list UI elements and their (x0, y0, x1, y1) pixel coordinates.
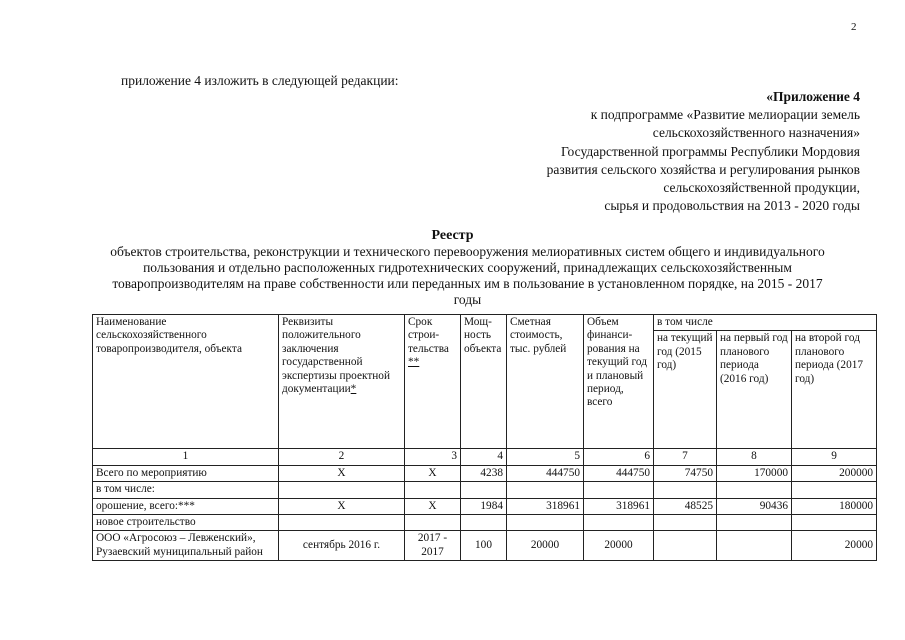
cell-cost: 20000 (507, 531, 584, 561)
header-term (405, 315, 461, 449)
cell-capacity: 1984 (461, 498, 507, 514)
header-funding: Объем финанси-рования на текущий год и плановый период, всего (584, 315, 654, 449)
cell-capacity (461, 515, 507, 531)
header-term-text: Срок строи-тельства (408, 316, 449, 355)
table-row (93, 498, 877, 514)
cell-capacity: 100 (461, 531, 507, 561)
col-number: 2 (279, 449, 405, 465)
col-number: 9 (792, 449, 877, 465)
cell-cost: 444750 (507, 465, 584, 481)
appendix-line: сельскохозяйственной продукции, (663, 180, 860, 196)
header-current: на текущий год (2015 год) (654, 331, 717, 449)
cell-requisites (279, 482, 405, 498)
header-cost: Сметная стоимость, тыс. рублей (507, 315, 584, 449)
col-number: 8 (717, 449, 792, 465)
cell-name: ООО «Агросоюз – Левженский», Рузаевский муниципальный район (93, 531, 279, 561)
header-second: на второй год планового периода (2017 год) (792, 331, 877, 449)
cell-requisites: X (279, 498, 405, 514)
appendix-line: развития сельского хозяйства и регулирования рынков (546, 161, 860, 177)
cell-second (792, 515, 877, 531)
cell-capacity (461, 482, 507, 498)
header-requisites-mark: * (350, 383, 357, 396)
table-row (93, 482, 877, 498)
appendix-line: к подпрограмме «Развитие мелиорации земель (590, 107, 860, 123)
cell-first (717, 482, 792, 498)
cell-second: 200000 (792, 465, 877, 481)
registry-title: Реестр (431, 228, 474, 243)
header-capacity: Мощ-ность объекта (461, 315, 507, 449)
header-including: в том числе (654, 315, 877, 331)
cell-second (792, 482, 877, 498)
page-number: 2 (851, 21, 857, 33)
table-row (93, 515, 877, 531)
cell-term (405, 515, 461, 531)
cell-name: Всего по мероприятию (93, 465, 279, 481)
cell-term: 2017 - 2017 (405, 531, 461, 561)
cell-funding: 20000 (584, 531, 654, 561)
intro-text: приложение 4 изложить в следующей редакции: (121, 73, 399, 88)
cell-term: X (405, 465, 461, 481)
header-row (93, 315, 877, 331)
appendix-title: «Приложение 4 (766, 89, 860, 104)
cell-first (717, 515, 792, 531)
appendix-line: сырья и продовольствия на 2013 - 2020 годы (604, 198, 860, 214)
header-requisites (279, 315, 405, 449)
col-number: 4 (461, 449, 507, 465)
cell-requisites (279, 515, 405, 531)
cell-current (654, 515, 717, 531)
cell-first: 170000 (717, 465, 792, 481)
col-number: 5 (507, 449, 584, 465)
registry-table (92, 314, 877, 561)
col-number: 7 (654, 449, 717, 465)
cell-funding (584, 515, 654, 531)
cell-first (717, 531, 792, 561)
header-requisites-text: Реквизиты положительного заключения государственной экспертизы проектной документации (282, 316, 390, 396)
cell-name: орошение, всего:*** (93, 498, 279, 514)
header-term-mark: ** (408, 356, 420, 369)
cell-name: новое строительство (93, 515, 279, 531)
appendix-line: сельскохозяйственного назначения» (652, 125, 860, 141)
col-number: 1 (93, 449, 279, 465)
cell-current: 48525 (654, 498, 717, 514)
cell-second: 20000 (792, 531, 877, 561)
cell-name: в том числе: (93, 482, 279, 498)
col-number: 6 (584, 449, 654, 465)
table-row (93, 531, 877, 561)
header-first: на первый год планового периода (2016 год) (717, 331, 792, 449)
cell-funding (584, 482, 654, 498)
cell-current: 74750 (654, 465, 717, 481)
table-row (93, 465, 877, 481)
cell-current (654, 482, 717, 498)
cell-current (654, 531, 717, 561)
cell-term: X (405, 498, 461, 514)
appendix-header (440, 88, 860, 215)
cell-cost (507, 482, 584, 498)
cell-cost (507, 515, 584, 531)
cell-funding: 318961 (584, 498, 654, 514)
cell-funding: 444750 (584, 465, 654, 481)
registry-subtitle: объектов строительства, реконструкции и технического перевооружения мелиоративных систем общего и индивидуального пользования и отдельно расположенных гидротехнических сооружений, принадлежащих сельскохозяйственным товаропроизводителям на праве собственности или переданных им в пользование в установленном порядке, на 2015 - 2017 годы (110, 244, 825, 307)
col-number: 3 (405, 449, 461, 465)
header-name: Наименование сельскохозяйственного товаропроизводителя, объекта (93, 315, 279, 449)
appendix-line: Государственной программы Республики Мордовия (560, 143, 860, 159)
column-number-row (93, 449, 877, 465)
cell-first: 90436 (717, 498, 792, 514)
cell-capacity: 4238 (461, 465, 507, 481)
cell-term (405, 482, 461, 498)
cell-requisites: X (279, 465, 405, 481)
cell-cost: 318961 (507, 498, 584, 514)
cell-requisites: сентябрь 2016 г. (279, 531, 405, 561)
cell-second: 180000 (792, 498, 877, 514)
